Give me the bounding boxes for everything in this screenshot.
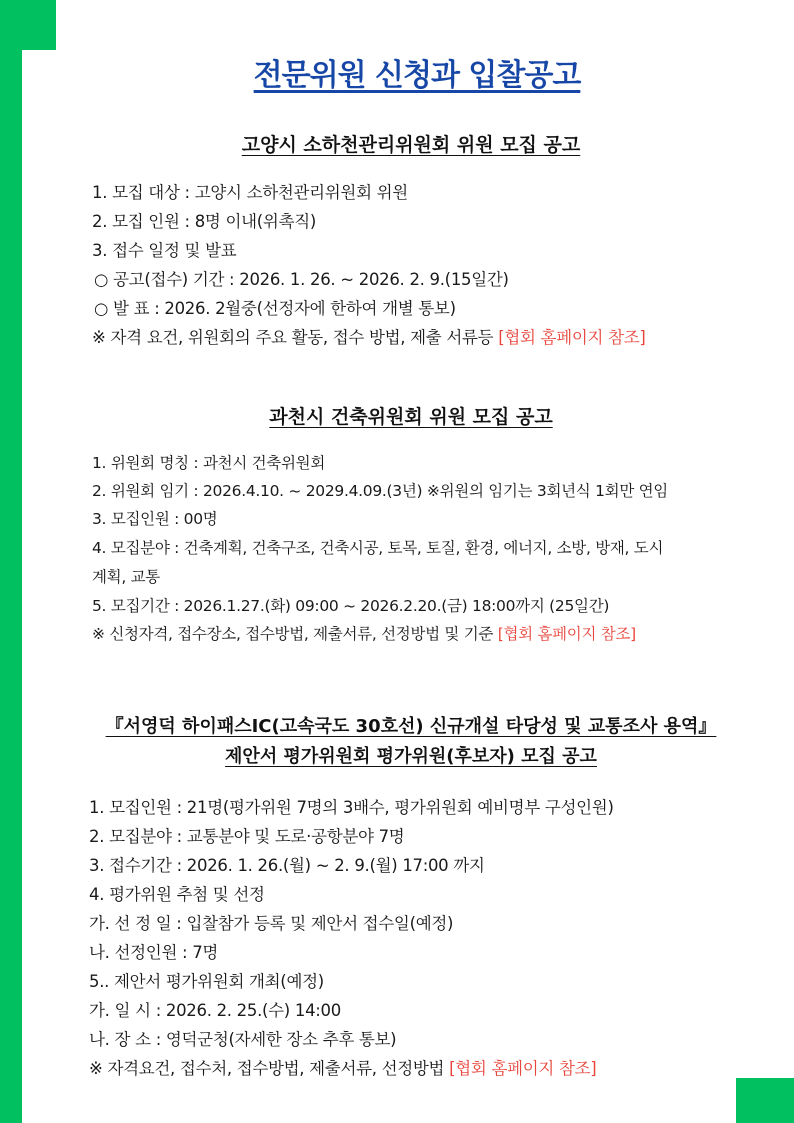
section-1-note bbox=[92, 324, 646, 348]
section-3-line-2: 2. 모집분야 : 교통분야 및 도로·공항분야 7명 bbox=[89, 827, 405, 846]
section-3-heading-line-2: 제안서 평가위원회 평가위원(후보자) 모집 공고 bbox=[225, 746, 597, 767]
section-3-line-9: 나. 장 소 : 영덕군청(자세한 장소 추후 통보) bbox=[89, 1030, 397, 1049]
section-3-line-3: 3. 접수기간 : 2026. 1. 26.(월) ~ 2. 9.(월) 17:00 까지 bbox=[89, 856, 485, 875]
section-1-heading: 고양시 소하천관리위원회 위원 모집 공고 bbox=[241, 134, 581, 156]
bottom-right-green-block bbox=[736, 1078, 794, 1123]
section-2-note-text: ※ 신청자격, 접수장소, 접수방법, 제출서류, 선정방법 및 기준 bbox=[92, 625, 498, 643]
section-2-line-1: 1. 위원회 명칭 : 과천시 건축위원회 bbox=[92, 454, 325, 472]
section-2-line-3: 3. 모집인원 : 00명 bbox=[92, 510, 218, 528]
section-3-line-6: 나. 선정인원 : 7명 bbox=[89, 943, 219, 962]
section-1-line-3: 3. 접수 일정 및 발표 bbox=[92, 241, 237, 260]
section-1-line-1: 1. 모집 대상 : 고양시 소하천관리위원회 위원 bbox=[92, 183, 408, 202]
section-2-note bbox=[92, 622, 636, 644]
section-2-line-6: 5. 모집기간 : 2026.1.27.(화) 09:00 ~ 2026.2.20.(금) 18:00까지 (25일간) bbox=[92, 597, 610, 615]
section-1-line-4: ○ 공고(접수) 기간 : 2026. 1. 26. ~ 2026. 2. 9.(15일간) bbox=[94, 270, 509, 289]
section-1-line-2: 2. 모집 인원 : 8명 이내(위촉직) bbox=[92, 212, 316, 231]
section-3-note-text: ※ 자격요건, 접수처, 접수방법, 제출서류, 선정방법 bbox=[89, 1059, 450, 1078]
section-2-note-ref: [협회 홈페이지 참조] bbox=[497, 625, 636, 643]
section-3-line-4: 4. 평가위원 추첨 및 선정 bbox=[89, 885, 265, 904]
page-title: 전문위원 신청과 입찰공고 bbox=[253, 58, 581, 93]
section-3-heading-line-1: 『서영덕 하이패스IC(고속국도 30호선) 신규개설 타당성 및 교통조사 용역』 bbox=[105, 716, 717, 737]
section-3-note-ref: [협회 홈페이지 참조] bbox=[449, 1059, 597, 1078]
section-3-line-8: 가. 일 시 : 2026. 2. 25.(수) 14:00 bbox=[89, 1001, 341, 1020]
section-1-note-text: ※ 자격 요건, 위원회의 주요 활동, 접수 방법, 제출 서류등 bbox=[92, 328, 499, 347]
section-3-line-5: 가. 선 정 일 : 입찰참가 등록 및 제안서 접수일(예정) bbox=[89, 914, 454, 933]
section-3-line-7: 5.. 제안서 평가위원회 개최(예정) bbox=[89, 972, 324, 991]
section-1-note-ref: [협회 홈페이지 참조] bbox=[498, 328, 646, 347]
section-2-line-4: 4. 모집분야 : 건축계획, 건축구조, 건축시공, 토목, 토질, 환경, 에너지, 소방, 방재, 도시 bbox=[92, 539, 664, 557]
section-2-line-2: 2. 위원회 임기 : 2026.4.10. ~ 2029.4.09.(3년) ※위원의 임기는 3회년식 1회만 연임 bbox=[92, 482, 668, 500]
section-2-heading: 과천시 건축위원회 위원 모집 공고 bbox=[269, 406, 553, 428]
section-1-line-5: ○ 발 표 : 2026. 2월중(선정자에 한하여 개별 통보) bbox=[94, 299, 456, 318]
top-left-green-block bbox=[0, 0, 56, 50]
section-2-line-5: 계획, 교통 bbox=[92, 568, 160, 586]
left-green-bar bbox=[0, 0, 22, 1123]
section-3-line-1: 1. 모집인원 : 21명(평가위원 7명의 3배수, 평가위원회 예비명부 구성인원) bbox=[89, 798, 614, 817]
section-3-note bbox=[89, 1055, 596, 1079]
